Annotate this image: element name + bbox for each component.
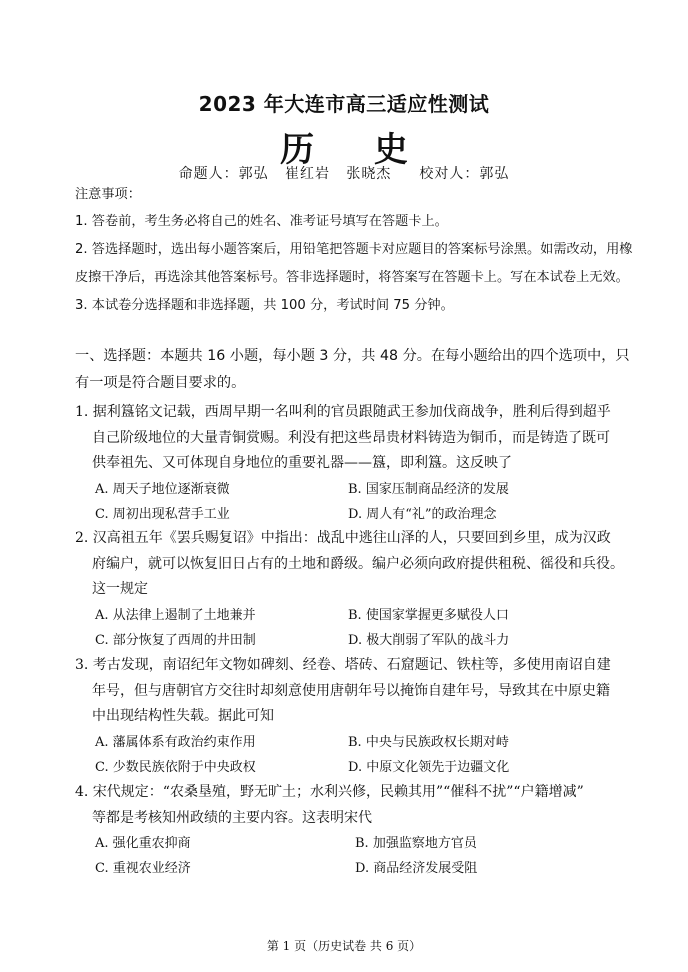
- question-4-stem: 等都是考核知州政绩的主要内容。这表明宋代: [92, 810, 372, 826]
- question-3-option-d: D. 中原文化领先于边疆文化: [348, 760, 510, 775]
- question-3-stem: 3. 考古发现，南诏纪年文物如碑刻、经卷、塔砖、石窟题记、铁柱等，多使用南诏自建: [75, 657, 611, 673]
- question-1-option-b: B. 国家压制商品经济的发展: [348, 482, 509, 497]
- notice-heading: 注意事项：: [75, 187, 141, 202]
- question-2-option-b: B. 使国家掌握更多赋役人口: [348, 608, 509, 623]
- exam-title: 2023 年大连市高三适应性测试: [198, 92, 490, 116]
- notice-line: 3. 本试卷分选择题和非选择题，共 100 分，考试时间 75 分钟。: [75, 298, 454, 313]
- page-footer: 第 1 页（历史试卷 共 6 页）: [266, 939, 422, 953]
- notice-line: 2. 答选择题时，选出每小题答案后，用铅笔把答题卡对应题目的答案标号涂黑。如需改动，用橡: [75, 242, 633, 257]
- question-3-stem: 年号，但与唐朝官方交往时却刻意使用唐朝年号以掩饰自建年号，导致其在中原史籍: [92, 683, 610, 699]
- proposers-names: 郭弘 崔红岩 张晓杰: [238, 166, 392, 182]
- question-3-stem: 中出现结构性失载。据此可知: [92, 708, 274, 724]
- question-4-option-d: D. 商品经济发展受阻: [355, 861, 478, 876]
- section-instruction: 一、选择题：本题共 16 小题，每小题 3 分，共 48 分。在每小题给出的四个选项中，只: [75, 348, 630, 364]
- section-instruction: 有一项是符合题目要求的。: [75, 375, 246, 391]
- question-2-stem: 府编户，就可以恢复旧日占有的土地和爵级。编户必须向政府提供租税、徭役和兵役。: [92, 556, 624, 572]
- question-4-option-a: A. 强化重农抑商: [95, 836, 191, 851]
- question-4-option-c: C. 重视农业经济: [95, 861, 191, 876]
- question-3-option-c: C. 少数民族依附于中央政权: [95, 760, 256, 775]
- question-4-stem: 4. 宋代规定：“农桑垦殖，野无旷土；水利兴修，民赖其用”“催科不扰”“户籍增减”: [75, 784, 584, 800]
- question-2-option-c: C. 部分恢复了西周的井田制: [95, 633, 256, 648]
- proofreader-label: 校对人：: [419, 166, 480, 182]
- question-1-stem: 供奉祖先、又可体现自身地位的重要礼器——簋，即利簋。这反映了: [92, 455, 512, 471]
- proposers-label: 命题人：: [178, 166, 239, 182]
- question-1-option-d: D. 周人有“礼”的政治理念: [348, 507, 497, 522]
- question-2-stem: 这一规定: [92, 581, 148, 597]
- subject-title: 历 史: [280, 130, 432, 170]
- question-1-stem: 自己阶级地位的大量青铜赏赐。利没有把这些昂贵材料铸造为铜币，而是铸造了既可: [92, 430, 610, 446]
- question-4-option-b: B. 加强监察地方官员: [355, 836, 477, 851]
- notice-line: 1. 答卷前，考生务必将自己的姓名、准考证号填写在答题卡上。: [75, 214, 448, 229]
- question-3-option-b: B. 中央与民族政权长期对峙: [348, 735, 509, 750]
- question-2-option-a: A. 从法律上遏制了土地兼并: [95, 608, 256, 623]
- question-2-stem: 2. 汉高祖五年《罢兵赐复诏》中指出：战乱中逃往山泽的人，只要回到乡里，成为汉政: [75, 530, 611, 546]
- proofreader-name: 郭弘: [479, 166, 510, 182]
- notice-line: 皮擦干净后，再选涂其他答案标号。答非选择题时，将答案写在答题卡上。写在本试卷上无效。: [75, 270, 629, 285]
- question-1-option-c: C. 周初出现私营手工业: [95, 507, 230, 522]
- credits-line: [0, 163, 688, 183]
- question-1-stem: 1. 据利簋铭文记载，西周早期一名叫利的官员跟随武王参加伐商战争，胜利后得到超乎: [75, 404, 611, 420]
- question-2-option-d: D. 极大削弱了军队的战斗力: [348, 633, 510, 648]
- question-1-option-a: A. 周天子地位逐渐衰微: [95, 482, 230, 497]
- question-3-option-a: A. 藩属体系有政治约束作用: [95, 735, 256, 750]
